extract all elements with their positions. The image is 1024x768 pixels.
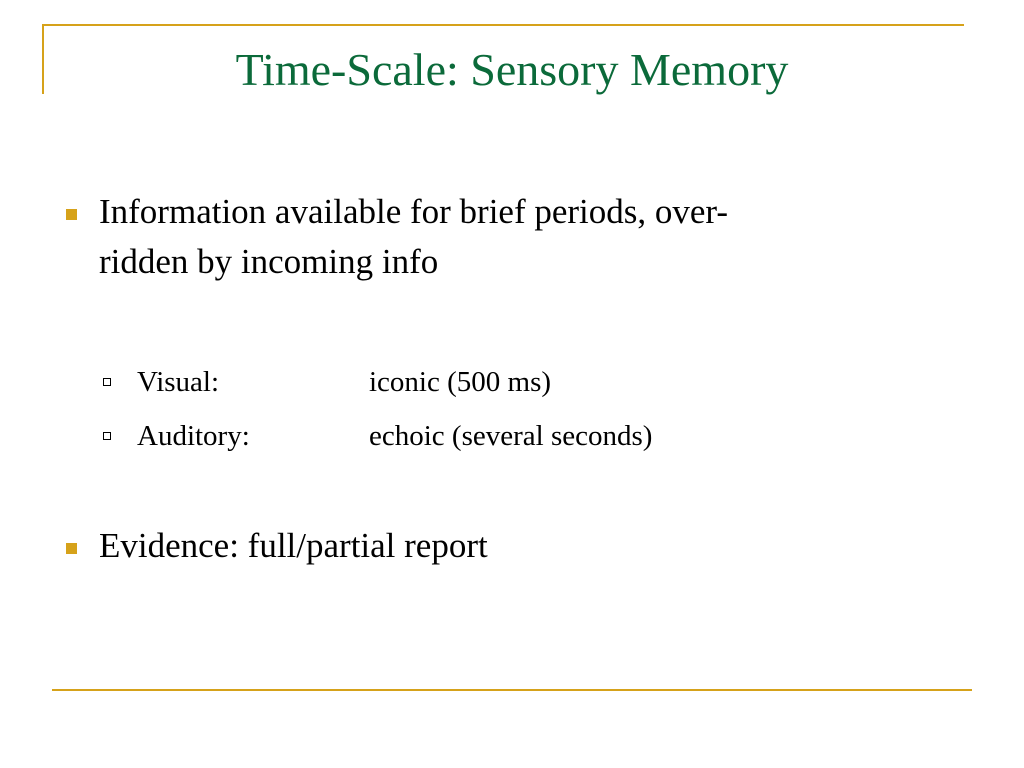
sub-bullet-1-label: Visual:	[137, 366, 220, 398]
sub-bullet-1-value: iconic (500 ms)	[369, 366, 552, 398]
bullet-square-icon	[66, 543, 77, 554]
slide-title: Time-Scale: Sensory Memory	[235, 44, 789, 95]
bottom-divider	[52, 689, 972, 691]
bullet-1	[99, 187, 979, 287]
bullet-1-line-1: Information available for brief periods, over-	[99, 192, 729, 231]
bullet-1-line-2: ridden by incoming info	[99, 242, 439, 281]
sub-bullet-2-value: echoic (several seconds)	[369, 420, 653, 452]
bullet-2-line-1: Evidence: full/partial report	[99, 526, 488, 565]
bullet-square-icon	[66, 209, 77, 220]
top-divider	[42, 24, 964, 26]
bullet-2	[99, 521, 979, 571]
sub-bullet-square-icon	[103, 378, 111, 386]
sub-bullet-2-label: Auditory:	[137, 420, 250, 452]
sub-bullet-square-icon	[103, 432, 111, 440]
